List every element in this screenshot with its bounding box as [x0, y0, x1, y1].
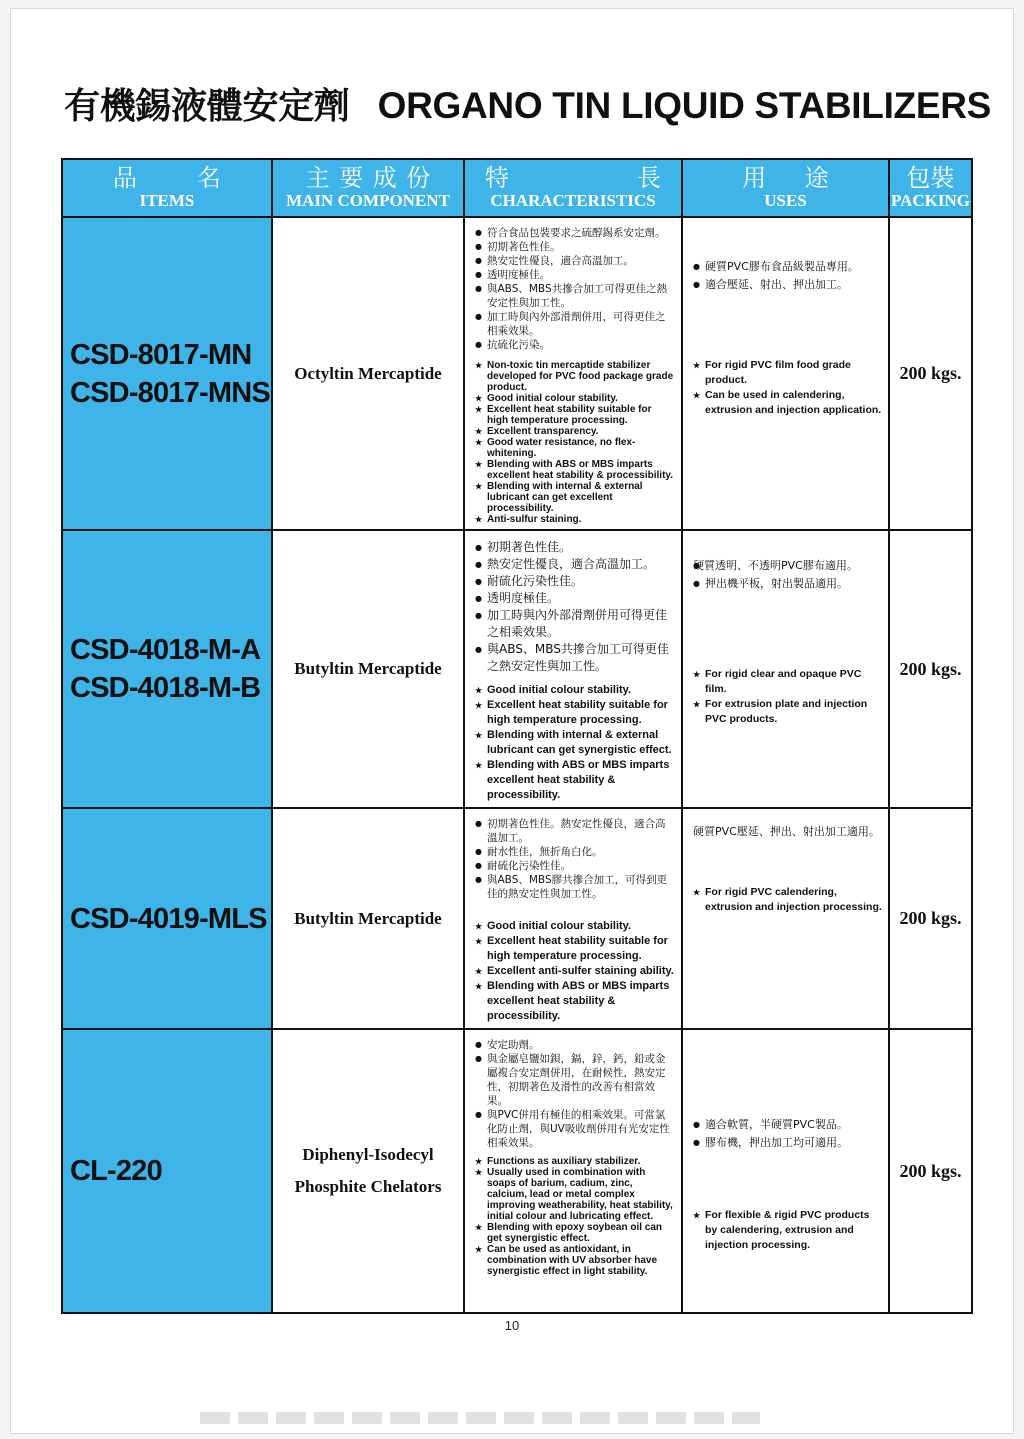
item-name-cell: CSD-8017-MN CSD-8017-MNS [62, 217, 272, 530]
characteristics-cell: ● 安定助劑。 ● 與金屬皂鹽如鋇，鎘，鋅，鈣，鉛或金屬複合安定劑併用，在耐候性，熱安定性，初期著色及滑性的改善有相當效果。 ● 與PVC併用有極佳的相乘效果。可當氯化防止劑，與UV吸收劑併用有光安定性相乘效果。 ★ Functions as auxiliary stabilizer. ★ Usually used in combination with soaps of barium, cadium, zinc, calcium, lead or metal complex improving weatherability, heat stability, initial colour and lubricating effect. ★ Blending with epoxy soybean oil can get synergistic effect. ★ Can be used as antioxidant, in combination with UV absorber have synergistic effect in light stability. [464, 1029, 682, 1313]
header-packing: 包 裝 PACKING [889, 159, 972, 217]
item-name-cell: CSD-4019-MLS [62, 808, 272, 1029]
header-characteristics: 特 長 CHARACTERISTICS [464, 159, 682, 217]
page-number: 10 [504, 1318, 520, 1333]
page-title [64, 78, 992, 129]
table-row [62, 1029, 972, 1313]
characteristics-cell: ● 初期著色性佳。熱安定性優良，適合高溫加工。 ● 耐水性佳，無折角白化。 ● 耐硫化污染性佳。 ● 與ABS、MBS膠共摻合加工，可得到更佳的熱安定性與加工性。 ★ Good initial colour stability. ★ Excellent heat stability suitable for high temperature processing. ★ Excellent anti-sulfer staining ability. ★ Blending with ABS or MBS imparts excellent heat stability & processibility. [464, 808, 682, 1029]
main-component-cell: Diphenyl-Isodecyl Phosphite Chelators [272, 1029, 464, 1313]
table-row [62, 530, 972, 808]
header-uses: 用 途 USES [682, 159, 889, 217]
uses-cell: ● 硬質PVC膠布食品級製品專用。 ● 適合壓延、射出、押出加工。 ★ For rigid PVC film food grade product. ★ Can be used in calendering, extrusion and injection application. [682, 217, 889, 530]
packing-cell: 200 kgs. [889, 1029, 972, 1313]
main-component-cell: Butyltin Mercaptide [272, 530, 464, 808]
characteristics-cell: ● 符合食品包裝要求之硫醇錫系安定劑。 ● 初期著色性佳。 ● 熱安定性優良，適合高溫加工。 ● 透明度極佳。 ● 與ABS、MBS共摻合加工可得更佳之熱安定性與加工性。 ● 加工時與內外部滑劑併用，可得更佳之相乘效果。 ● 抗硫化污染。 ★ Non-toxic tin mercaptide stabilizer developed for PVC food package grade product. ★ Good initial colour stability. ★ Excellent heat stability suitable for high temperature processing. ★ Excellent transparency. ★ Good water resistance, no flex-whitening. ★ Blending with ABS or MBS imparts excellent heat stability & processibility. ★ Blending with internal & external lubricant can get excellent processibility. ★ Anti-sulfur staining. [464, 217, 682, 530]
header-main-component: 主 要 成 份 MAIN COMPONENT [272, 159, 464, 217]
item-name-cell: CL-220 [62, 1029, 272, 1313]
packing-cell: 200 kgs. [889, 808, 972, 1029]
main-component-cell: Octyltin Mercaptide [272, 217, 464, 530]
title-english: ORGANO TIN LIQUID STABILIZERS [377, 85, 992, 126]
header-row [62, 159, 972, 217]
characteristics-cell: ● 初期著色性佳。 ● 熱安定性優良，適合高溫加工。 ● 耐硫化污染性佳。 ● 透明度極佳。 ● 加工時與內外部滑劑併用可得更佳之相乘效果。 ● 與ABS、MBS共摻合加工可得更佳之熱安定性與加工性。 ★ Good initial colour stability. ★ Excellent heat stability suitable for high temperature processing. ★ Blending with internal & external lubricant can get synergistic effect. ★ Blending with ABS or MBS imparts excellent heat stability & processibility. [464, 530, 682, 808]
header-items: 品 名 ITEMS [62, 159, 272, 217]
table-row [62, 808, 972, 1029]
item-name-cell: CSD-4018-M-A CSD-4018-M-B [62, 530, 272, 808]
packing-cell: 200 kgs. [889, 217, 972, 530]
uses-cell: ● 適合軟質，半硬質PVC製品。 ● 膠布機，押出加工均可適用。 ★ For flexible & rigid PVC products by calendering, extrusion and injection processing. [682, 1029, 889, 1313]
main-component-cell: Butyltin Mercaptide [272, 808, 464, 1029]
uses-cell: 硬質PVC壓延、押出、射出加工適用。 ★ For rigid PVC calendering, extrusion and injection processing. [682, 808, 889, 1029]
product-table [61, 158, 973, 1314]
title-chinese: 有機錫液體安定劑 [64, 86, 350, 127]
scan-edge-strip [200, 1412, 760, 1424]
uses-cell: ● 硬質透明、不透明PVC膠布適用。 ● 押出機平板，射出製品適用。 ★ For rigid clear and opaque PVC film. ★ For extrusion plate and injection PVC products. [682, 530, 889, 808]
table-row [62, 217, 972, 530]
packing-cell: 200 kgs. [889, 530, 972, 808]
